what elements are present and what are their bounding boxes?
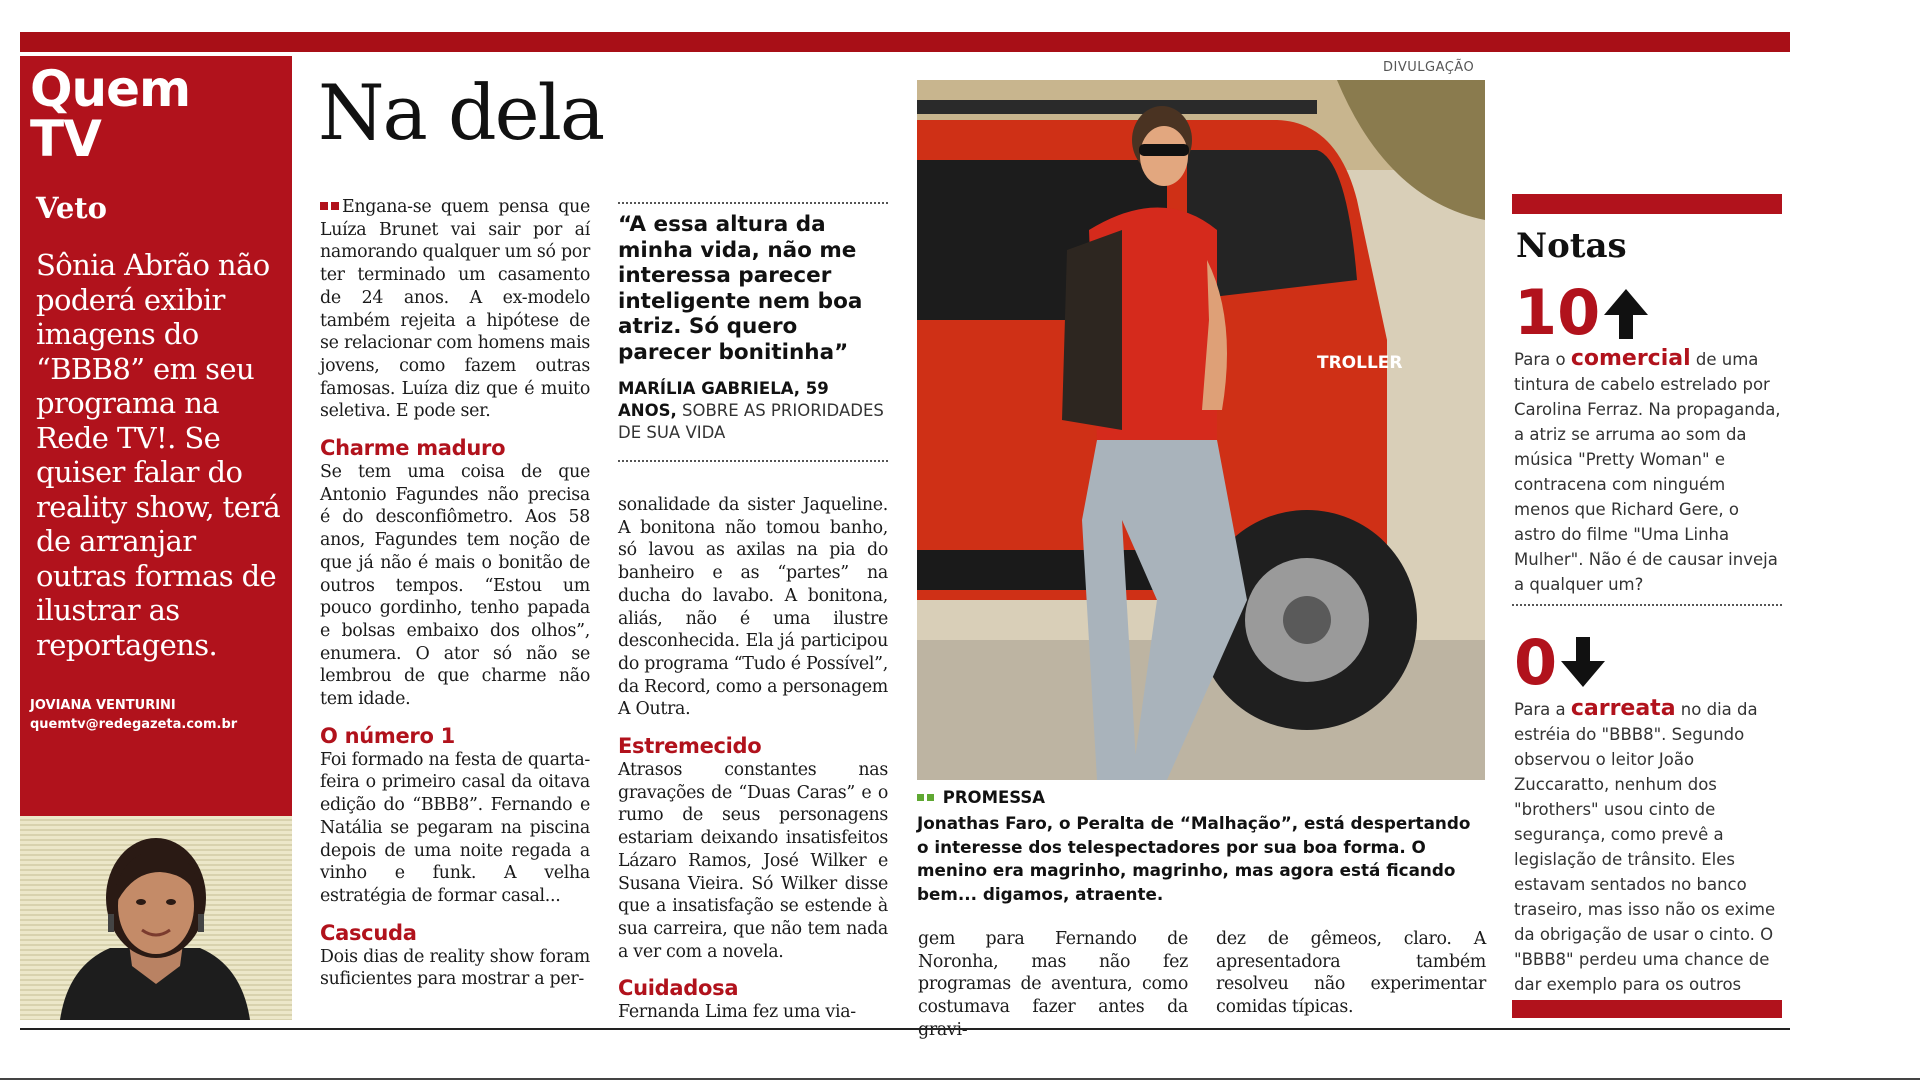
section-logo-line1: Quem (30, 60, 191, 118)
paragraph-jaqueline: sonalidade da sister Jaqueline. A bonitona não tomou banho, só lavou as axilas na pia do banheiro e as “partes” na ducha do lavabo. A bonitona, aliás, não é uma ilustre desconhecida. Ela já participou do programa “Tudo é Possível”, da Record, como a personagem A Outra. (618, 495, 888, 720)
subhead-estremecido: Estremecido (618, 734, 762, 759)
notas-heading: Notas (1516, 226, 1627, 266)
sidebar-heading: Veto (36, 191, 108, 225)
subhead-cuidadosa: Cuidadosa (618, 976, 739, 1001)
nota-text (1514, 696, 1784, 1022)
nota-prefix: Para o (1514, 350, 1566, 369)
pull-quote: “A essa altura da minha vida, não me interessa parecer inteligente nem boa atriz. Só quero parecer bonitinha” (618, 212, 863, 365)
top-accent-bar (20, 32, 1790, 52)
nota-text (1514, 346, 1784, 597)
nota-body: no dia da estréia do "BBB8". Segundo observou o leitor João Zuccaratto, nenhum dos "brothers" usou cinto de segurança, como prevê a legislação de trânsito. Eles estavam sentados no banco traseiro, mas isso não os exime da obrigação de usar o cinto. O "BBB8" perdeu uma chance de dar exemplo para os outros (1514, 700, 1776, 994)
quote-author: MARÍLIA GABRIELA, 59 ANOS, (618, 379, 829, 420)
article-column-3: gem para Fernando de Noronha, mas não fez programas de aventura, como costumava fazer antes da (918, 929, 1188, 1018)
caption-label-text: PROMESSA (942, 788, 1046, 807)
sidebar-body: Sônia Abrão não poderá exibir imagens do “BBB8” em seu programa na Rede TV!. Se quiser falar do reality show, terá de arranjar outras formas de ilustrar as reportagens. (36, 248, 281, 662)
article-column-2 (618, 494, 888, 1024)
quote-top-divider (618, 202, 888, 204)
up-arrow-icon (1600, 285, 1652, 341)
section-logo-line2: TV (30, 110, 101, 168)
quote-attribution (618, 378, 886, 444)
bullet-square-icon (917, 794, 924, 801)
paragraph-estremecido: Atrasos constantes nas gravações de “Duas Caras” e o rumo de seus personagens estariam deixando insatisfeitos Lázaro Ramos, José Wilker e Susana Vieira. Só Wilker disse que a insatisfação se estende à sua carreira, que não tem nada a ver com a novela. (618, 760, 888, 962)
bullet-square-icon (320, 202, 328, 210)
notas-top-bar (1512, 194, 1782, 214)
page-bottom-rule (20, 1028, 1790, 1030)
columnist-portrait-image (20, 816, 292, 1020)
grade-value: 0 (1514, 626, 1558, 699)
notas-bottom-bar (1512, 1000, 1782, 1018)
quem-tv-sidebar (20, 56, 292, 816)
paragraph-charme-maduro: Se tem uma coisa de que Antonio Fagundes não precisa é do desconfiômetro. Aos 58 anos, Fagundes tem noção de que já não é mais o bonitão de outros tempos. “Estou um pouco gordinho, tenho papada e bolsas embaixo dos olhos”, enumera. O ator só não se lembrou de que charme não tem idade. (320, 462, 590, 710)
actor-with-truck-photo (917, 80, 1485, 780)
nota-prefix: Para a (1514, 700, 1566, 719)
paragraph-cascuda: Dois dias de reality show foram suficientes para mostrar a per- (320, 946, 590, 990)
subhead-charme-maduro: Charme maduro (320, 436, 506, 461)
subhead-numero-1: O número 1 (320, 723, 455, 748)
columnist-portrait (20, 816, 292, 1020)
photo-caption-label (917, 788, 1045, 807)
quote-context: SOBRE AS PRIORIDADES DE SUA VIDA (618, 401, 884, 442)
bullet-square-icon (927, 794, 934, 801)
paragraph-numero-1: Foi formado na festa de quarta-feira o primeiro casal da oitava edição do “BBB8”. Fernando e Natália se pegaram na piscina depois de uma noite regada a vinho e funk. A velha estratégia de formar casal... (320, 749, 590, 906)
article-headline: Na dela (318, 68, 604, 157)
section-logo (30, 60, 191, 168)
columnist-credit (30, 696, 237, 734)
quote-bottom-divider (618, 460, 888, 462)
nota-item-10 (1514, 276, 1784, 597)
notas-divider (1512, 604, 1782, 606)
nota-item-0 (1514, 626, 1784, 1022)
paragraph-cuidadosa: Fernanda Lima fez uma via- (618, 1002, 856, 1023)
down-arrow-icon (1557, 635, 1609, 691)
nota-keyword: carreata (1570, 696, 1676, 721)
columnist-email[interactable]: quemtv@redegazeta.com.br (30, 717, 238, 732)
truck-brand-badge: TROLLER (1317, 353, 1403, 373)
bullet-square-icon (331, 202, 339, 210)
photo-caption: Jonathas Faro, o Peralta de “Malhação”, está despertando o interesse dos telespectadores por sua boa forma. O menino era magrinho, magrinho, mas agora está ficando bem... digamos, atraente. (917, 813, 1471, 904)
nota-keyword: comercial (1570, 346, 1691, 371)
columnist-name: JOVIANA VENTURINI (30, 698, 176, 713)
nota-body: de uma tintura de cabelo estrelado por Carolina Ferraz. Na propaganda, a atriz se arruma ao som da música "Pretty Woman" e contracena com ninguém menos que Richard Gere, o astro do filme "Uma Linha Mulher". Não é de causar inveja a qualquer um? (1514, 350, 1781, 594)
article-column-1 (320, 196, 590, 991)
article-column-4: dez de gêmeos, claro. A apresentadora também resolveu não experimentar comidas típicas. (1216, 929, 1486, 1018)
intro-paragraph: Engana-se quem pensa que Luíza Brunet vai sair por aí namorando qualquer um só por ter terminado um casamento de 24 anos. A ex-modelo também rejeita a hipótese de se relacionar com homens mais jovens, como fazem outras famosas. Luíza diz que é muito seletiva. E pode ser. (320, 197, 590, 422)
photo-credit: DIVULGAÇÃO (1383, 60, 1475, 75)
grade-value: 10 (1514, 276, 1601, 349)
feature-photo (917, 80, 1485, 780)
subhead-cascuda: Cascuda (320, 920, 417, 945)
